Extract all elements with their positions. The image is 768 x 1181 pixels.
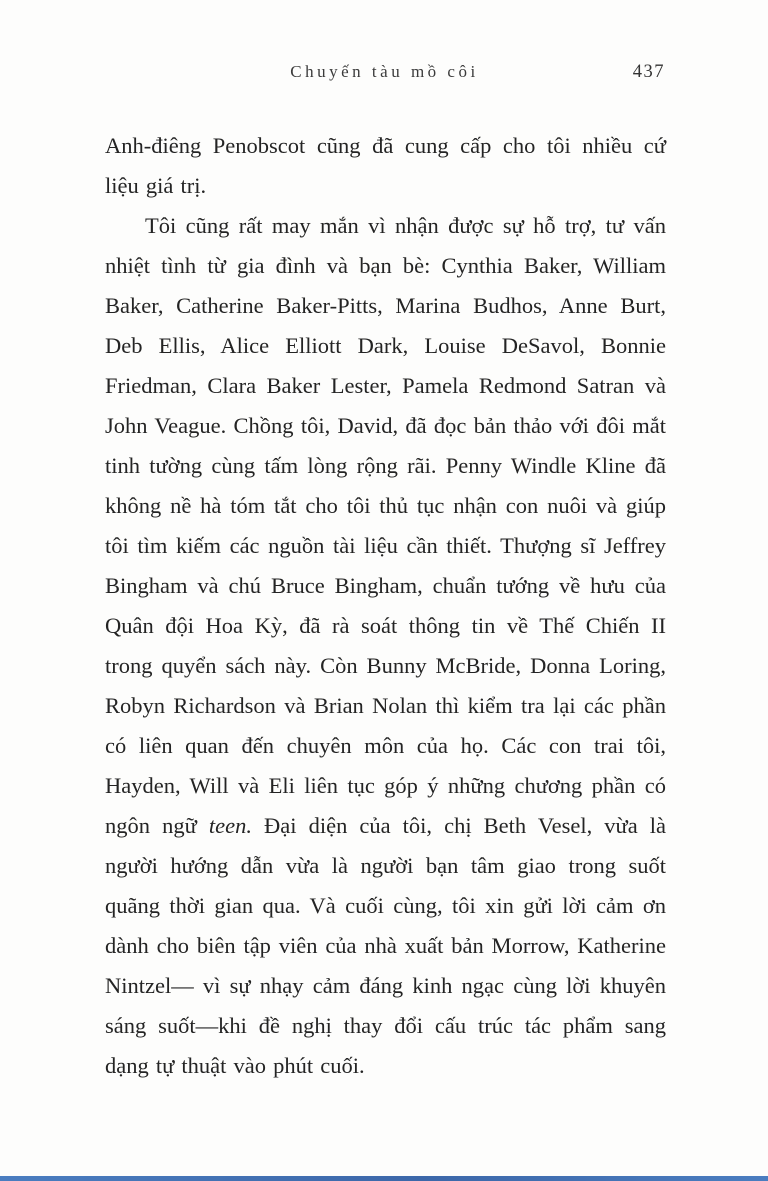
paragraph-acknowledgements	[105, 206, 666, 1086]
paragraph-text-before-italic: Tôi cũng rất may mắn vì nhận được sự hỗ trợ, tư vấn nhiệt tình từ gia đình và bạn bè: Cynthia Baker, William Baker, Catherine Baker-Pitts, Marina Budhos, Anne Burt, Deb Ellis, Alice Elliott Dark, Louise DeSavol, Bonnie Friedman, Clara Baker Lester, Pamela Redmond Satran và John Veague. Chồng tôi, David, đã đọc bản thảo với đôi mắt tinh tường cùng tấm lòng rộng rãi. Penny Windle Kline đã không nề hà tóm tắt cho tôi thủ tục nhận con nuôi và giúp tôi tìm kiếm các nguồn tài liệu cần thiết. Thượng sĩ Jeffrey Bingham và chú Bruce Bingham, chuẩn tướng về hưu của Quân đội Hoa Kỳ, đã rà soát thông tin về Thế Chiến II trong quyển sách này. Còn Bunny McBride, Donna Loring, Robyn Richardson và Brian Nolan thì kiểm tra lại các phần có liên quan đến chuyên môn của họ. Các con trai tôi, Hayden, Will và Eli liên tục góp ý những chương phần có ngôn ngữ	[105, 213, 666, 838]
italic-word: teen.	[208, 813, 252, 838]
paragraph-continuation: Anh-điêng Penobscot cũng đã cung cấp cho tôi nhiều cứ liệu giá trị.	[105, 133, 666, 198]
running-title: Chuyến tàu mồ côi	[290, 62, 479, 81]
page-number: 437	[632, 62, 665, 82]
page-header	[104, 62, 665, 88]
paragraph-text-after-italic: Đại diện của tôi, chị Beth Vesel, vừa là người hướng dẫn vừa là người bạn tâm giao trong suốt quãng thời gian qua. Và cuối cùng, tôi xin gửi lời cảm ơn dành cho biên tập viên của nhà xuất bản Morrow, Katherine Nintzel— vì sự nhạy cảm đáng kinh ngạc cùng lời khuyên sáng suốt—khi đề nghị thay đổi cấu trúc tác phẩm sang dạng tự thuật vào phút cuối.	[105, 813, 666, 1078]
scan-edge-artifact	[0, 1176, 768, 1181]
page-body	[105, 126, 666, 1086]
